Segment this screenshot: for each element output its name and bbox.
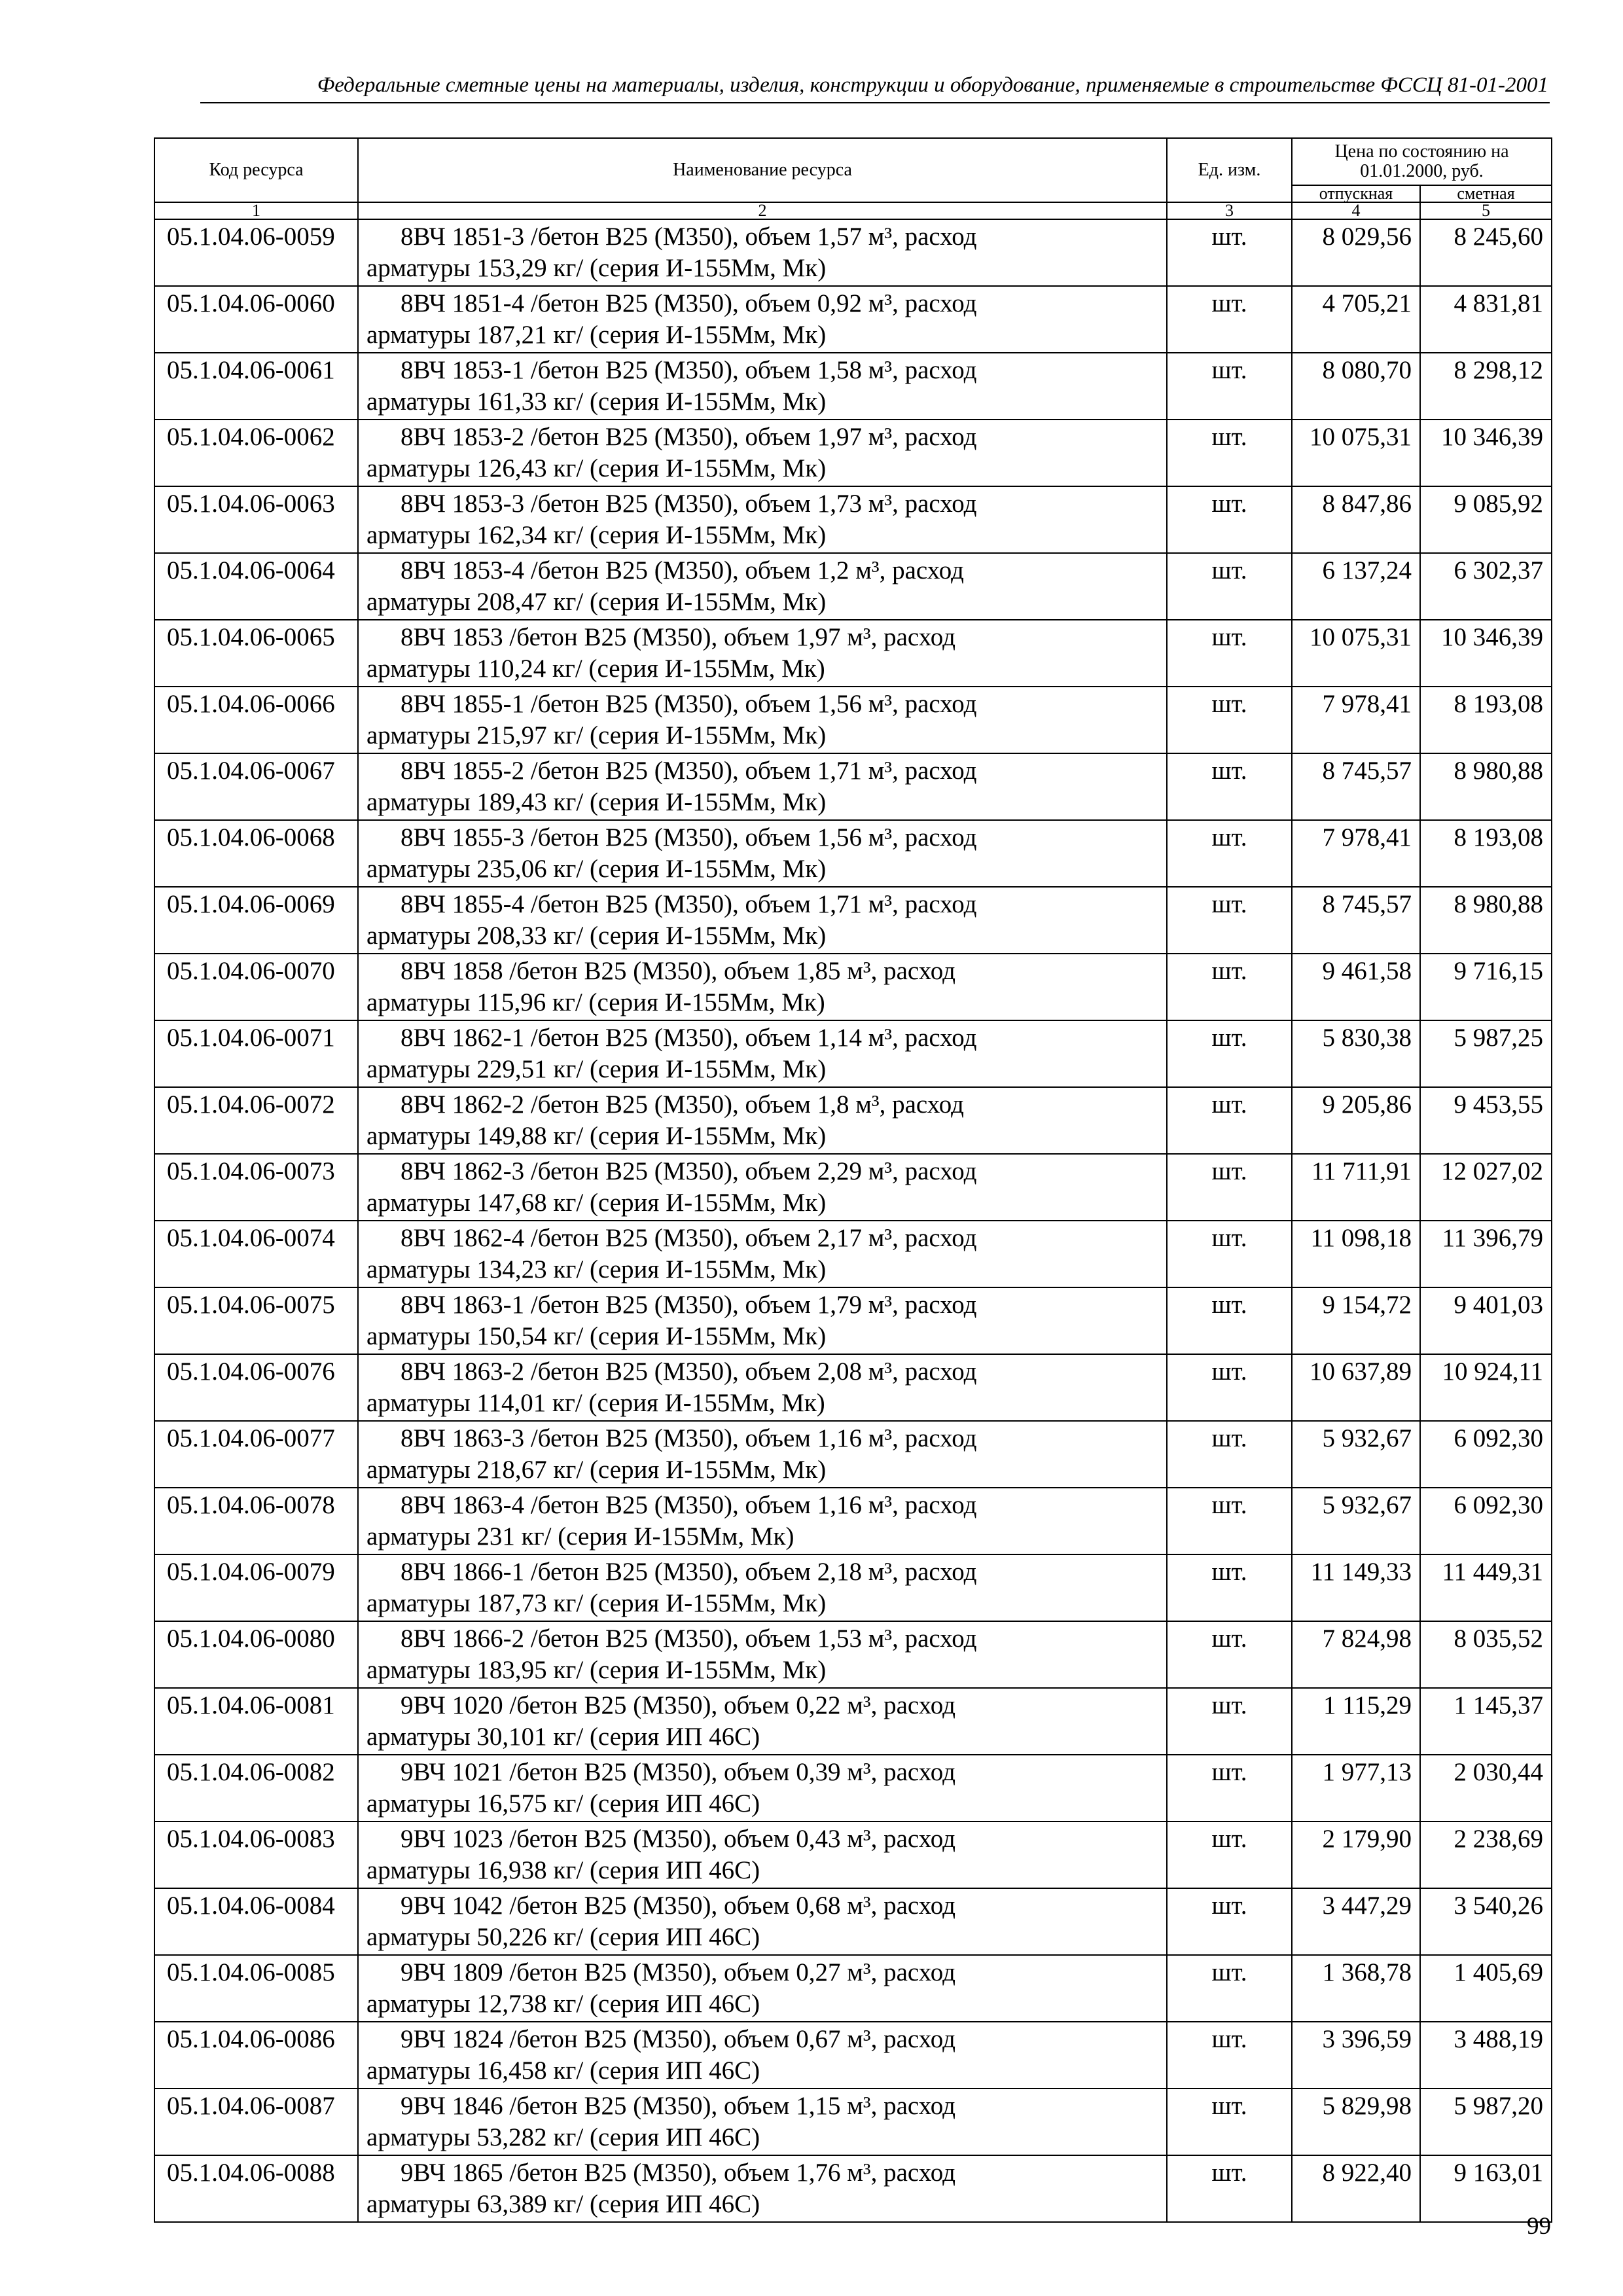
header-code: Код ресурса — [154, 138, 358, 202]
estimate-price: 6 092,30 — [1420, 1421, 1552, 1488]
resource-code: 05.1.04.06-0083 — [154, 1821, 358, 1888]
resource-name-line2: арматуры 150,54 кг/ (серия И-155Мм, Мк) — [366, 1322, 827, 1350]
resource-name-line2: арматуры 30,101 кг/ (серия ИП 46С) — [366, 1723, 760, 1751]
resource-name — [358, 2022, 1167, 2089]
table-row — [154, 486, 1552, 553]
resource-name — [358, 2089, 1167, 2155]
table-row — [154, 2022, 1552, 2089]
resource-code: 05.1.04.06-0072 — [154, 1087, 358, 1154]
unit-of-measure: шт. — [1167, 219, 1292, 286]
unit-of-measure: шт. — [1167, 687, 1292, 753]
resource-code: 05.1.04.06-0084 — [154, 1888, 358, 1955]
resource-name-line1: 8ВЧ 1863-3 /бетон В25 (М350), объем 1,16 м³, расход — [401, 1424, 977, 1452]
resource-name — [358, 954, 1167, 1020]
resource-code: 05.1.04.06-0086 — [154, 2022, 358, 2089]
resource-name-line1: 8ВЧ 1862-3 /бетон В25 (М350), объем 2,29 м³, расход — [401, 1157, 977, 1185]
header-price-group — [1292, 138, 1552, 185]
estimate-price: 8 193,08 — [1420, 820, 1552, 887]
estimate-price: 8 035,52 — [1420, 1621, 1552, 1688]
resource-name — [358, 353, 1167, 420]
resource-name-line2: арматуры 208,47 кг/ (серия И-155Мм, Мк) — [366, 588, 827, 616]
release-price: 3 447,29 — [1292, 1888, 1420, 1955]
resource-name-line2: арматуры 149,88 кг/ (серия И-155Мм, Мк) — [366, 1122, 827, 1150]
estimate-price: 2 238,69 — [1420, 1821, 1552, 1888]
resource-name-line1: 8ВЧ 1862-4 /бетон В25 (М350), объем 2,17 м³, расход — [401, 1224, 977, 1252]
resource-code: 05.1.04.06-0071 — [154, 1020, 358, 1087]
header-price-line2: 01.01.2000, руб. — [1360, 161, 1484, 181]
release-price: 8 080,70 — [1292, 353, 1420, 420]
resource-name-line1: 8ВЧ 1851-4 /бетон В25 (М350), объем 0,92 м³, расход — [401, 289, 977, 317]
unit-of-measure: шт. — [1167, 353, 1292, 420]
unit-of-measure: шт. — [1167, 1488, 1292, 1554]
resource-name-line2: арматуры 16,458 кг/ (серия ИП 46С) — [366, 2056, 760, 2085]
release-price: 8 745,57 — [1292, 753, 1420, 820]
resource-code: 05.1.04.06-0081 — [154, 1688, 358, 1755]
resource-name — [358, 620, 1167, 687]
unit-of-measure: шт. — [1167, 1221, 1292, 1287]
table-row — [154, 2089, 1552, 2155]
resource-code: 05.1.04.06-0069 — [154, 887, 358, 954]
release-price: 9 205,86 — [1292, 1087, 1420, 1154]
resource-code: 05.1.04.06-0087 — [154, 2089, 358, 2155]
resource-code: 05.1.04.06-0068 — [154, 820, 358, 887]
resource-code: 05.1.04.06-0074 — [154, 1221, 358, 1287]
unit-of-measure: шт. — [1167, 2089, 1292, 2155]
resource-name-line1: 8ВЧ 1855-2 /бетон В25 (М350), объем 1,71 м³, расход — [401, 757, 977, 785]
resource-name-line2: арматуры 215,97 кг/ (серия И-155Мм, Мк) — [366, 721, 827, 749]
resource-name-line1: 8ВЧ 1863-2 /бетон В25 (М350), объем 2,08 м³, расход — [401, 1357, 977, 1386]
resource-name — [358, 1888, 1167, 1955]
estimate-price: 10 346,39 — [1420, 420, 1552, 486]
resource-code: 05.1.04.06-0070 — [154, 954, 358, 1020]
release-price: 11 098,18 — [1292, 1221, 1420, 1287]
resource-name-line1: 8ВЧ 1855-3 /бетон В25 (М350), объем 1,56 м³, расход — [401, 823, 977, 852]
unit-of-measure: шт. — [1167, 420, 1292, 486]
estimate-price: 9 163,01 — [1420, 2155, 1552, 2222]
release-price: 8 847,86 — [1292, 486, 1420, 553]
resource-name — [358, 1421, 1167, 1488]
estimate-price: 1 145,37 — [1420, 1688, 1552, 1755]
release-price: 5 829,98 — [1292, 2089, 1420, 2155]
release-price: 8 745,57 — [1292, 887, 1420, 954]
estimate-price: 9 085,92 — [1420, 486, 1552, 553]
resource-name-line1: 8ВЧ 1862-1 /бетон В25 (М350), объем 1,14 м³, расход — [401, 1024, 977, 1052]
estimate-price: 6 092,30 — [1420, 1488, 1552, 1554]
table-row — [154, 1421, 1552, 1488]
unit-of-measure: шт. — [1167, 753, 1292, 820]
running-header: Федеральные сметные цены на материалы, изделия, конструкции и оборудование, применяемые в строительстве ФССЦ 81-01-2001 — [317, 73, 1548, 97]
resource-name-line2: арматуры 231 кг/ (серия И-155Мм, Мк) — [366, 1522, 794, 1551]
resource-name — [358, 1087, 1167, 1154]
estimate-price: 2 030,44 — [1420, 1755, 1552, 1821]
resource-name-line1: 8ВЧ 1853-4 /бетон В25 (М350), объем 1,2 м³, расход — [401, 556, 964, 584]
estimate-price: 6 302,37 — [1420, 553, 1552, 620]
resource-code: 05.1.04.06-0067 — [154, 753, 358, 820]
resource-name-line1: 8ВЧ 1863-4 /бетон В25 (М350), объем 1,16 м³, расход — [401, 1491, 977, 1519]
table-row — [154, 1154, 1552, 1221]
resource-code: 05.1.04.06-0085 — [154, 1955, 358, 2022]
page-number: 99 — [1527, 2213, 1551, 2240]
table-row — [154, 1488, 1552, 1554]
resource-name — [358, 1755, 1167, 1821]
table-row — [154, 2155, 1552, 2222]
resource-name — [358, 820, 1167, 887]
resource-name-line1: 9ВЧ 1809 /бетон В25 (М350), объем 0,27 м³, расход — [401, 1958, 955, 1986]
resource-name-line1: 8ВЧ 1851-3 /бетон В25 (М350), объем 1,57 м³, расход — [401, 223, 977, 251]
resource-name-line2: арматуры 183,95 кг/ (серия И-155Мм, Мк) — [366, 1656, 827, 1684]
resource-code: 05.1.04.06-0076 — [154, 1354, 358, 1421]
resource-name-line2: арматуры 187,73 кг/ (серия И-155Мм, Мк) — [366, 1589, 827, 1617]
resource-code: 05.1.04.06-0088 — [154, 2155, 358, 2222]
resource-name — [358, 1554, 1167, 1621]
unit-of-measure: шт. — [1167, 1621, 1292, 1688]
unit-of-measure: шт. — [1167, 1154, 1292, 1221]
release-price: 8 029,56 — [1292, 219, 1420, 286]
estimate-price: 10 924,11 — [1420, 1354, 1552, 1421]
unit-of-measure: шт. — [1167, 1020, 1292, 1087]
resource-name-line2: арматуры 153,29 кг/ (серия И-155Мм, Мк) — [366, 254, 827, 282]
resource-name-line2: арматуры 218,67 кг/ (серия И-155Мм, Мк) — [366, 1456, 827, 1484]
estimate-price: 8 193,08 — [1420, 687, 1552, 753]
resource-name-line2: арматуры 114,01 кг/ (серия И-155Мм, Мк) — [366, 1389, 825, 1417]
release-price: 10 075,31 — [1292, 420, 1420, 486]
release-price: 10 075,31 — [1292, 620, 1420, 687]
table-row — [154, 1755, 1552, 1821]
unit-of-measure: шт. — [1167, 2022, 1292, 2089]
resource-name — [358, 1020, 1167, 1087]
resource-name-line1: 9ВЧ 1865 /бетон В25 (М350), объем 1,76 м³, расход — [401, 2159, 955, 2187]
resource-code: 05.1.04.06-0062 — [154, 420, 358, 486]
resource-name — [358, 1688, 1167, 1755]
unit-of-measure: шт. — [1167, 887, 1292, 954]
resource-name-line1: 8ВЧ 1853-3 /бетон В25 (М350), объем 1,73 м³, расход — [401, 490, 977, 518]
resource-name — [358, 420, 1167, 486]
resource-name-line2: арматуры 229,51 кг/ (серия И-155Мм, Мк) — [366, 1055, 827, 1083]
unit-of-measure: шт. — [1167, 620, 1292, 687]
resource-name — [358, 2155, 1167, 2222]
resource-name-line2: арматуры 147,68 кг/ (серия И-155Мм, Мк) — [366, 1189, 827, 1217]
resource-name-line2: арматуры 110,24 кг/ (серия И-155Мм, Мк) — [366, 655, 825, 683]
unit-of-measure: шт. — [1167, 286, 1292, 353]
resource-name-line1: 8ВЧ 1858 /бетон В25 (М350), объем 1,85 м³, расход — [401, 957, 955, 985]
table-row — [154, 1354, 1552, 1421]
resource-name — [358, 1354, 1167, 1421]
resource-name — [358, 1154, 1167, 1221]
resource-code: 05.1.04.06-0064 — [154, 553, 358, 620]
table-row — [154, 620, 1552, 687]
resource-name-line2: арматуры 12,738 кг/ (серия ИП 46С) — [366, 1990, 760, 2018]
resource-name-line1: 8ВЧ 1863-1 /бетон В25 (М350), объем 1,79 м³, расход — [401, 1291, 977, 1319]
resource-name-line1: 9ВЧ 1023 /бетон В25 (М350), объем 0,43 м³, расход — [401, 1825, 955, 1853]
unit-of-measure: шт. — [1167, 553, 1292, 620]
table-body — [154, 219, 1552, 2222]
release-price: 2 179,90 — [1292, 1821, 1420, 1888]
resource-code: 05.1.04.06-0066 — [154, 687, 358, 753]
table-row — [154, 1087, 1552, 1154]
resource-name — [358, 1955, 1167, 2022]
header-price-line1: Цена по состоянию на — [1334, 141, 1509, 162]
resource-code: 05.1.04.06-0059 — [154, 219, 358, 286]
resource-name-line1: 8ВЧ 1866-2 /бетон В25 (М350), объем 1,53 м³, расход — [401, 1624, 977, 1653]
header-rule — [200, 102, 1550, 103]
resource-code: 05.1.04.06-0078 — [154, 1488, 358, 1554]
estimate-price: 12 027,02 — [1420, 1154, 1552, 1221]
release-price: 9 154,72 — [1292, 1287, 1420, 1354]
resource-code: 05.1.04.06-0075 — [154, 1287, 358, 1354]
unit-of-measure: шт. — [1167, 954, 1292, 1020]
resource-name — [358, 1621, 1167, 1688]
release-price: 11 149,33 — [1292, 1554, 1420, 1621]
table-row — [154, 286, 1552, 353]
estimate-price: 9 716,15 — [1420, 954, 1552, 1020]
column-number: 4 — [1292, 202, 1420, 219]
table-row — [154, 1020, 1552, 1087]
table-row — [154, 954, 1552, 1020]
resource-code: 05.1.04.06-0061 — [154, 353, 358, 420]
resource-name-line1: 8ВЧ 1855-1 /бетон В25 (М350), объем 1,56 м³, расход — [401, 690, 977, 718]
resource-code: 05.1.04.06-0073 — [154, 1154, 358, 1221]
estimate-price: 1 405,69 — [1420, 1955, 1552, 2022]
table-row — [154, 219, 1552, 286]
release-price: 7 978,41 — [1292, 687, 1420, 753]
resource-name — [358, 553, 1167, 620]
table-row — [154, 1621, 1552, 1688]
resource-name-line1: 9ВЧ 1846 /бетон В25 (М350), объем 1,15 м³, расход — [401, 2092, 955, 2120]
resource-code: 05.1.04.06-0079 — [154, 1554, 358, 1621]
table-row — [154, 1821, 1552, 1888]
resource-name-line2: арматуры 235,06 кг/ (серия И-155Мм, Мк) — [366, 855, 827, 883]
resource-name-line1: 9ВЧ 1824 /бетон В25 (М350), объем 0,67 м³, расход — [401, 2025, 955, 2053]
release-price: 1 977,13 — [1292, 1755, 1420, 1821]
resource-code: 05.1.04.06-0077 — [154, 1421, 358, 1488]
resource-code: 05.1.04.06-0060 — [154, 286, 358, 353]
release-price: 7 824,98 — [1292, 1621, 1420, 1688]
resource-name — [358, 1488, 1167, 1554]
release-price: 1 115,29 — [1292, 1688, 1420, 1755]
header-release-price: отпускная — [1292, 185, 1420, 202]
estimate-price: 5 987,25 — [1420, 1020, 1552, 1087]
table-row — [154, 553, 1552, 620]
header-estimate-price: сметная — [1420, 185, 1552, 202]
resource-name — [358, 1221, 1167, 1287]
table-row — [154, 1221, 1552, 1287]
estimate-price: 3 540,26 — [1420, 1888, 1552, 1955]
estimate-price: 5 987,20 — [1420, 2089, 1552, 2155]
resource-code: 05.1.04.06-0082 — [154, 1755, 358, 1821]
table-row — [154, 753, 1552, 820]
resource-name-line2: арматуры 53,282 кг/ (серия ИП 46С) — [366, 2123, 760, 2151]
release-price: 11 711,91 — [1292, 1154, 1420, 1221]
table-row — [154, 1287, 1552, 1354]
resource-name-line2: арматуры 161,33 кг/ (серия И-155Мм, Мк) — [366, 387, 827, 416]
resource-name-line2: арматуры 162,34 кг/ (серия И-155Мм, Мк) — [366, 521, 827, 549]
estimate-price: 9 453,55 — [1420, 1087, 1552, 1154]
resource-name — [358, 219, 1167, 286]
release-price: 4 705,21 — [1292, 286, 1420, 353]
unit-of-measure: шт. — [1167, 1755, 1292, 1821]
table-row — [154, 353, 1552, 420]
unit-of-measure: шт. — [1167, 1955, 1292, 2022]
table-row — [154, 1554, 1552, 1621]
resource-name-line1: 8ВЧ 1855-4 /бетон В25 (М350), объем 1,71 м³, расход — [401, 890, 977, 918]
estimate-price: 3 488,19 — [1420, 2022, 1552, 2089]
unit-of-measure: шт. — [1167, 486, 1292, 553]
unit-of-measure: шт. — [1167, 1087, 1292, 1154]
estimate-price: 11 396,79 — [1420, 1221, 1552, 1287]
resource-name-line1: 8ВЧ 1853-2 /бетон В25 (М350), объем 1,97 м³, расход — [401, 423, 977, 451]
resource-price-table — [154, 137, 1552, 2223]
unit-of-measure: шт. — [1167, 1688, 1292, 1755]
resource-name-line2: арматуры 126,43 кг/ (серия И-155Мм, Мк) — [366, 454, 827, 482]
unit-of-measure: шт. — [1167, 1421, 1292, 1488]
column-number: 1 — [154, 202, 358, 219]
unit-of-measure: шт. — [1167, 1354, 1292, 1421]
release-price: 6 137,24 — [1292, 553, 1420, 620]
estimate-price: 8 980,88 — [1420, 887, 1552, 954]
resource-name-line1: 8ВЧ 1853-1 /бетон В25 (М350), объем 1,58 м³, расход — [401, 356, 977, 384]
column-number: 3 — [1167, 202, 1292, 219]
estimate-price: 8 245,60 — [1420, 219, 1552, 286]
resource-name-line2: арматуры 50,226 кг/ (серия ИП 46С) — [366, 1923, 760, 1951]
resource-name-line1: 9ВЧ 1042 /бетон В25 (М350), объем 0,68 м³, расход — [401, 1892, 955, 1920]
resource-name-line2: арматуры 208,33 кг/ (серия И-155Мм, Мк) — [366, 922, 827, 950]
table-row — [154, 1688, 1552, 1755]
release-price: 5 830,38 — [1292, 1020, 1420, 1087]
resource-code: 05.1.04.06-0065 — [154, 620, 358, 687]
unit-of-measure: шт. — [1167, 1554, 1292, 1621]
unit-of-measure: шт. — [1167, 1821, 1292, 1888]
release-price: 5 932,67 — [1292, 1421, 1420, 1488]
estimate-price: 10 346,39 — [1420, 620, 1552, 687]
header-unit: Ед. изм. — [1167, 138, 1292, 202]
table-row — [154, 1955, 1552, 2022]
resource-name — [358, 486, 1167, 553]
resource-name-line1: 9ВЧ 1021 /бетон В25 (М350), объем 0,39 м³, расход — [401, 1758, 955, 1786]
resource-name-line2: арматуры 187,21 кг/ (серия И-155Мм, Мк) — [366, 321, 827, 349]
unit-of-measure: шт. — [1167, 1888, 1292, 1955]
resource-name — [358, 1821, 1167, 1888]
resource-name — [358, 1287, 1167, 1354]
release-price: 3 396,59 — [1292, 2022, 1420, 2089]
column-number: 5 — [1420, 202, 1552, 219]
estimate-price: 9 401,03 — [1420, 1287, 1552, 1354]
table-row — [154, 687, 1552, 753]
table-row — [154, 420, 1552, 486]
resource-name-line2: арматуры 16,938 кг/ (серия ИП 46С) — [366, 1856, 760, 1884]
resource-name-line2: арматуры 16,575 кг/ (серия ИП 46С) — [366, 1789, 760, 1818]
column-number: 2 — [358, 202, 1167, 219]
unit-of-measure: шт. — [1167, 2155, 1292, 2222]
unit-of-measure: шт. — [1167, 1287, 1292, 1354]
resource-name-line1: 9ВЧ 1020 /бетон В25 (М350), объем 0,22 м³, расход — [401, 1691, 955, 1719]
release-price: 5 932,67 — [1292, 1488, 1420, 1554]
estimate-price: 8 298,12 — [1420, 353, 1552, 420]
release-price: 1 368,78 — [1292, 1955, 1420, 2022]
estimate-price: 4 831,81 — [1420, 286, 1552, 353]
resource-name-line2: арматуры 189,43 кг/ (серия И-155Мм, Мк) — [366, 788, 827, 816]
resource-name-line1: 8ВЧ 1862-2 /бетон В25 (М350), объем 1,8 м³, расход — [401, 1090, 964, 1119]
unit-of-measure: шт. — [1167, 820, 1292, 887]
resource-name-line1: 8ВЧ 1866-1 /бетон В25 (М350), объем 2,18 м³, расход — [401, 1558, 977, 1586]
resource-name-line2: арматуры 63,389 кг/ (серия ИП 46С) — [366, 2190, 760, 2218]
table-row — [154, 1888, 1552, 1955]
table-row — [154, 820, 1552, 887]
resource-name — [358, 687, 1167, 753]
resource-name-line1: 8ВЧ 1853 /бетон В25 (М350), объем 1,97 м³, расход — [401, 623, 955, 651]
resource-name — [358, 887, 1167, 954]
resource-code: 05.1.04.06-0080 — [154, 1621, 358, 1688]
resource-name-line2: арматуры 115,96 кг/ (серия И-155Мм, Мк) — [366, 988, 825, 1016]
estimate-price: 8 980,88 — [1420, 753, 1552, 820]
estimate-price: 11 449,31 — [1420, 1554, 1552, 1621]
table-row — [154, 887, 1552, 954]
resource-name — [358, 753, 1167, 820]
release-price: 9 461,58 — [1292, 954, 1420, 1020]
release-price: 10 637,89 — [1292, 1354, 1420, 1421]
release-price: 8 922,40 — [1292, 2155, 1420, 2222]
release-price: 7 978,41 — [1292, 820, 1420, 887]
resource-name-line2: арматуры 134,23 кг/ (серия И-155Мм, Мк) — [366, 1255, 827, 1283]
resource-code: 05.1.04.06-0063 — [154, 486, 358, 553]
resource-name — [358, 286, 1167, 353]
header-name: Наименование ресурса — [358, 138, 1167, 202]
